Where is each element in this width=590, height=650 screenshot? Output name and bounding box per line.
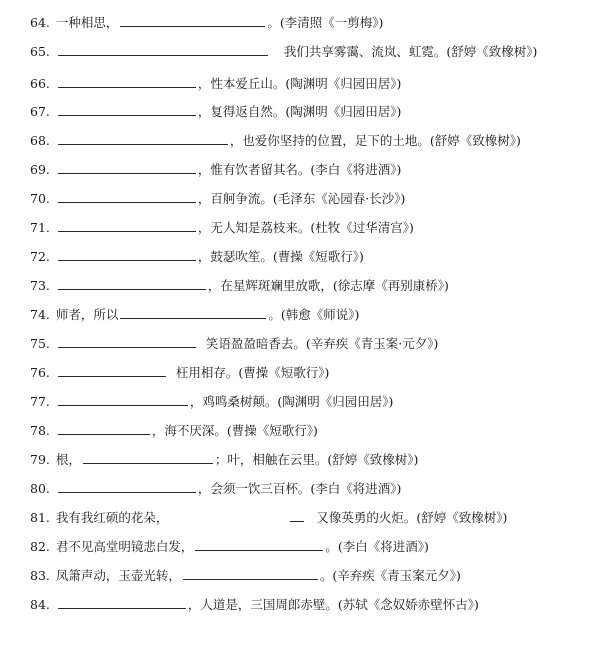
answer-blank[interactable]: [58, 479, 196, 493]
question-number: 78.: [30, 423, 50, 438]
answer-blank[interactable]: [195, 537, 323, 551]
question-75: [30, 334, 438, 354]
question-77: [30, 392, 393, 412]
question-number: 72.: [30, 249, 50, 264]
question-text-after: ，鸡鸣桑树颠。(陶渊明《归园田居》): [189, 394, 394, 409]
question-68: [30, 131, 521, 151]
question-76: [30, 363, 329, 383]
question-number: 71.: [30, 220, 50, 235]
answer-blank[interactable]: [58, 363, 166, 377]
question-text-before: 一种相思，: [55, 15, 119, 30]
answer-blank[interactable]: [120, 13, 265, 27]
question-text-after: ，性本爱丘山。(陶渊明《归园田居》): [197, 76, 402, 91]
question-83: [30, 566, 461, 586]
question-number: 76.: [30, 365, 50, 380]
question-number: 64.: [30, 15, 50, 30]
answer-blank[interactable]: [58, 189, 196, 203]
answer-blank[interactable]: [58, 595, 186, 609]
question-66: [30, 74, 401, 94]
question-number: 80.: [30, 481, 50, 496]
question-84: [30, 595, 479, 615]
question-text-after: 我们共享雾霭、流岚、虹霓。(舒婷《致橡树》): [283, 44, 538, 59]
question-text-before: 师者，所以: [55, 307, 119, 322]
answer-blank[interactable]: [58, 334, 196, 348]
question-81: [30, 508, 507, 528]
question-text-after: 。(韩愈《师说》): [268, 307, 360, 322]
question-82: [30, 537, 429, 557]
question-78: [30, 421, 318, 441]
answer-blank[interactable]: [183, 566, 318, 580]
question-text-after: ，鼓瑟吹笙。(曹操《短歌行》): [197, 249, 364, 264]
answer-blank[interactable]: [290, 508, 304, 522]
question-number: 74.: [30, 307, 50, 322]
answer-blank[interactable]: [58, 160, 196, 174]
question-number: 65.: [30, 44, 50, 59]
question-72: [30, 247, 364, 267]
question-text-after: ，海不厌深。(曹操《短歌行》): [151, 423, 318, 438]
question-text-after: ，惟有饮者留其名。(李白《将进酒》): [197, 162, 402, 177]
question-text-after: ，百舸争流。(毛泽东《沁园春·长沙》): [197, 191, 406, 206]
question-number: 69.: [30, 162, 50, 177]
question-text-after: ，无人知是荔枝来。(杜牧《过华清宫》): [197, 220, 414, 235]
answer-blank[interactable]: [58, 392, 188, 406]
question-text-after: 。(辛弃疾《青玉案元夕》): [319, 568, 461, 583]
question-text-after: ，在星辉斑斓里放歌，(徐志摩《再别康桥》): [207, 278, 449, 293]
question-74: [30, 305, 359, 325]
question-67: [30, 102, 401, 122]
answer-blank[interactable]: [58, 131, 228, 145]
question-text-after: ，也爱你坚持的位置，足下的土地。(舒婷《致橡树》): [229, 133, 521, 148]
question-80: [30, 479, 401, 499]
answer-blank[interactable]: [58, 421, 150, 435]
question-number: 79.: [30, 452, 50, 467]
answer-blank[interactable]: [58, 74, 196, 88]
question-69: [30, 160, 401, 180]
question-number: 73.: [30, 278, 50, 293]
question-number: 82.: [30, 539, 50, 554]
question-text-after: ，人道是，三国周郎赤壁。(苏轼《念奴娇赤壁怀古》): [187, 597, 479, 612]
question-number: 84.: [30, 597, 50, 612]
question-text-after: 。(李白《将进酒》): [325, 539, 429, 554]
question-number: 75.: [30, 336, 50, 351]
answer-blank[interactable]: [120, 305, 266, 319]
question-73: [30, 276, 449, 296]
answer-blank[interactable]: [58, 276, 206, 290]
question-text-before: 根，: [55, 452, 81, 467]
question-number: 67.: [30, 104, 50, 119]
question-number: 70.: [30, 191, 50, 206]
answer-blank[interactable]: [83, 450, 213, 464]
question-number: 77.: [30, 394, 50, 409]
answer-blank[interactable]: [58, 247, 196, 261]
question-number: 66.: [30, 76, 50, 91]
question-text-after: 笑语盈盈暗香去。(辛弃疾《青玉案·元夕》): [205, 336, 439, 351]
question-text-before: 凤箫声动，玉壶光转，: [55, 568, 181, 583]
question-text-after: ；叶，相触在云里。(舒婷《致橡树》): [214, 452, 419, 467]
answer-blank[interactable]: [58, 42, 268, 56]
question-text-after: 枉用相存。(曹操《短歌行》): [175, 365, 330, 380]
question-text-after: ，复得返自然。(陶渊明《归园田居》): [197, 104, 402, 119]
question-65: [30, 42, 537, 62]
answer-blank[interactable]: [58, 218, 196, 232]
question-70: [30, 189, 405, 209]
answer-blank[interactable]: [58, 102, 196, 116]
question-text-before: 君不见高堂明镜悲白发，: [55, 539, 194, 554]
question-71: [30, 218, 414, 238]
question-text-after: 又像英勇的火炬。(舒婷《致橡树》): [316, 510, 508, 525]
question-number: 83.: [30, 568, 50, 583]
question-number: 81.: [30, 510, 50, 525]
question-number: 68.: [30, 133, 50, 148]
question-text-after: 。(李清照《一剪梅》): [267, 15, 384, 30]
question-79: [30, 450, 418, 470]
question-text-after: ，会须一饮三百杯。(李白《将进酒》): [197, 481, 402, 496]
question-text-before: 我有我红硕的花朵，: [55, 510, 169, 525]
question-64: [30, 13, 383, 33]
